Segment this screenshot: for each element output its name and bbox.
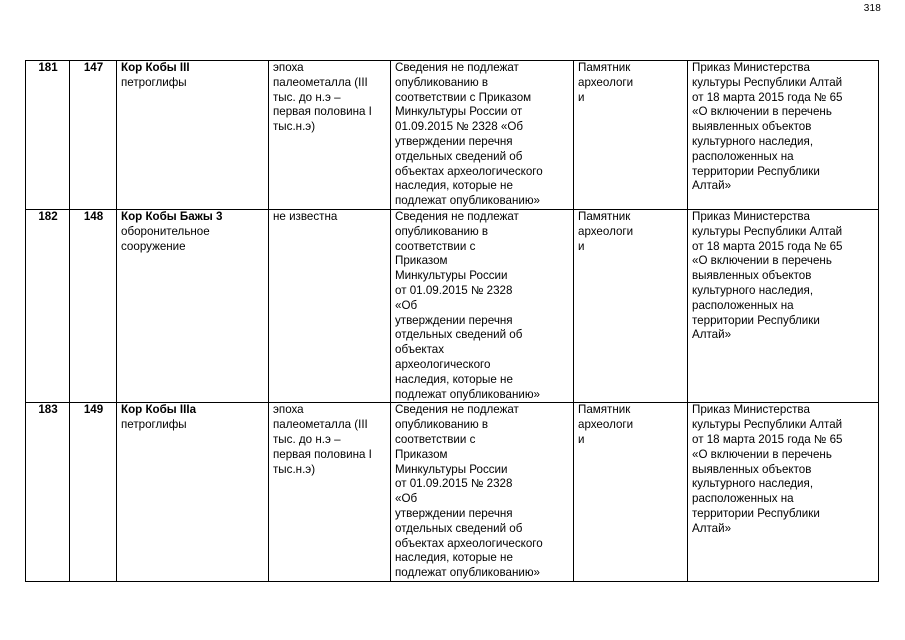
row-number-cell: 182 xyxy=(26,209,70,402)
object-name: Кор Кобы IIIa xyxy=(121,403,197,417)
category-cell: Памятник археологи и xyxy=(574,403,688,582)
heritage-register-table xyxy=(25,60,879,582)
category-cell: Памятник археологи и xyxy=(574,61,688,210)
document-cell: Приказ Министерства культуры Республики Алтай от 18 марта 2015 года № 65 «О включении в перечень выявленных объектов культурного наследия, расположенных на территории Республики Алтай» xyxy=(688,209,879,402)
location-cell: Сведения не подлежат опубликованию в соответствии с Приказом Минкультуры России от 01.09.2015 № 2328 «Об утверждении перечня отдельных сведений об объектах археологического наследия, которые не подлежат опубликованию» xyxy=(391,61,574,210)
location-cell: Сведения не подлежат опубликованию в соответствии с Приказом Минкультуры России от 01.09.2015 № 2328 «Об утверждении перечня отдельных сведений об объектах археологического наследия, которые не подлежат опубликованию» xyxy=(391,403,574,582)
object-name: Кор Кобы III xyxy=(121,61,190,74)
object-name: Кор Кобы Бажы 3 xyxy=(121,209,223,223)
registry-number-cell: 148 xyxy=(70,209,117,402)
document-cell: Приказ Министерства культуры Республики Алтай от 18 марта 2015 года № 65 «О включении в перечень выявленных объектов культурного наследия, расположенных на территории Республики Алтай» xyxy=(688,403,879,582)
row-number-cell: 181 xyxy=(26,61,70,210)
document-cell: Приказ Министерства культуры Республики Алтай от 18 марта 2015 года № 65 «О включении в перечень выявленных объектов культурного наследия, расположенных на территории Республики Алтай» xyxy=(688,61,879,210)
category-cell: Памятник археологи и xyxy=(574,209,688,402)
dating-cell: эпоха палеометалла (III тыс. до н.э – первая половина I тыс.н.э) xyxy=(269,61,391,210)
object-type: петроглифы xyxy=(121,75,187,89)
dating-cell: эпоха палеометалла (III тыс. до н.э – первая половина I тыс.н.э) xyxy=(269,403,391,582)
registry-number-cell: 149 xyxy=(70,403,117,582)
page-number: 318 xyxy=(863,3,881,14)
registry-number-cell: 147 xyxy=(70,61,117,210)
table-row xyxy=(26,403,879,582)
row-number-cell: 183 xyxy=(26,403,70,582)
object-name-cell xyxy=(117,403,269,582)
object-name-cell xyxy=(117,61,269,210)
location-cell: Сведения не подлежат опубликованию в соответствии с Приказом Минкультуры России от 01.09.2015 № 2328 «Об утверждении перечня отдельных сведений об объектах археологического наследия, которые не подлежат опубликованию» xyxy=(391,209,574,402)
table-row xyxy=(26,209,879,402)
dating-cell: не известна xyxy=(269,209,391,402)
object-type: оборонительное сооружение xyxy=(121,224,210,253)
table-row xyxy=(26,61,879,210)
object-name-cell xyxy=(117,209,269,402)
object-type: петроглифы xyxy=(121,418,187,432)
